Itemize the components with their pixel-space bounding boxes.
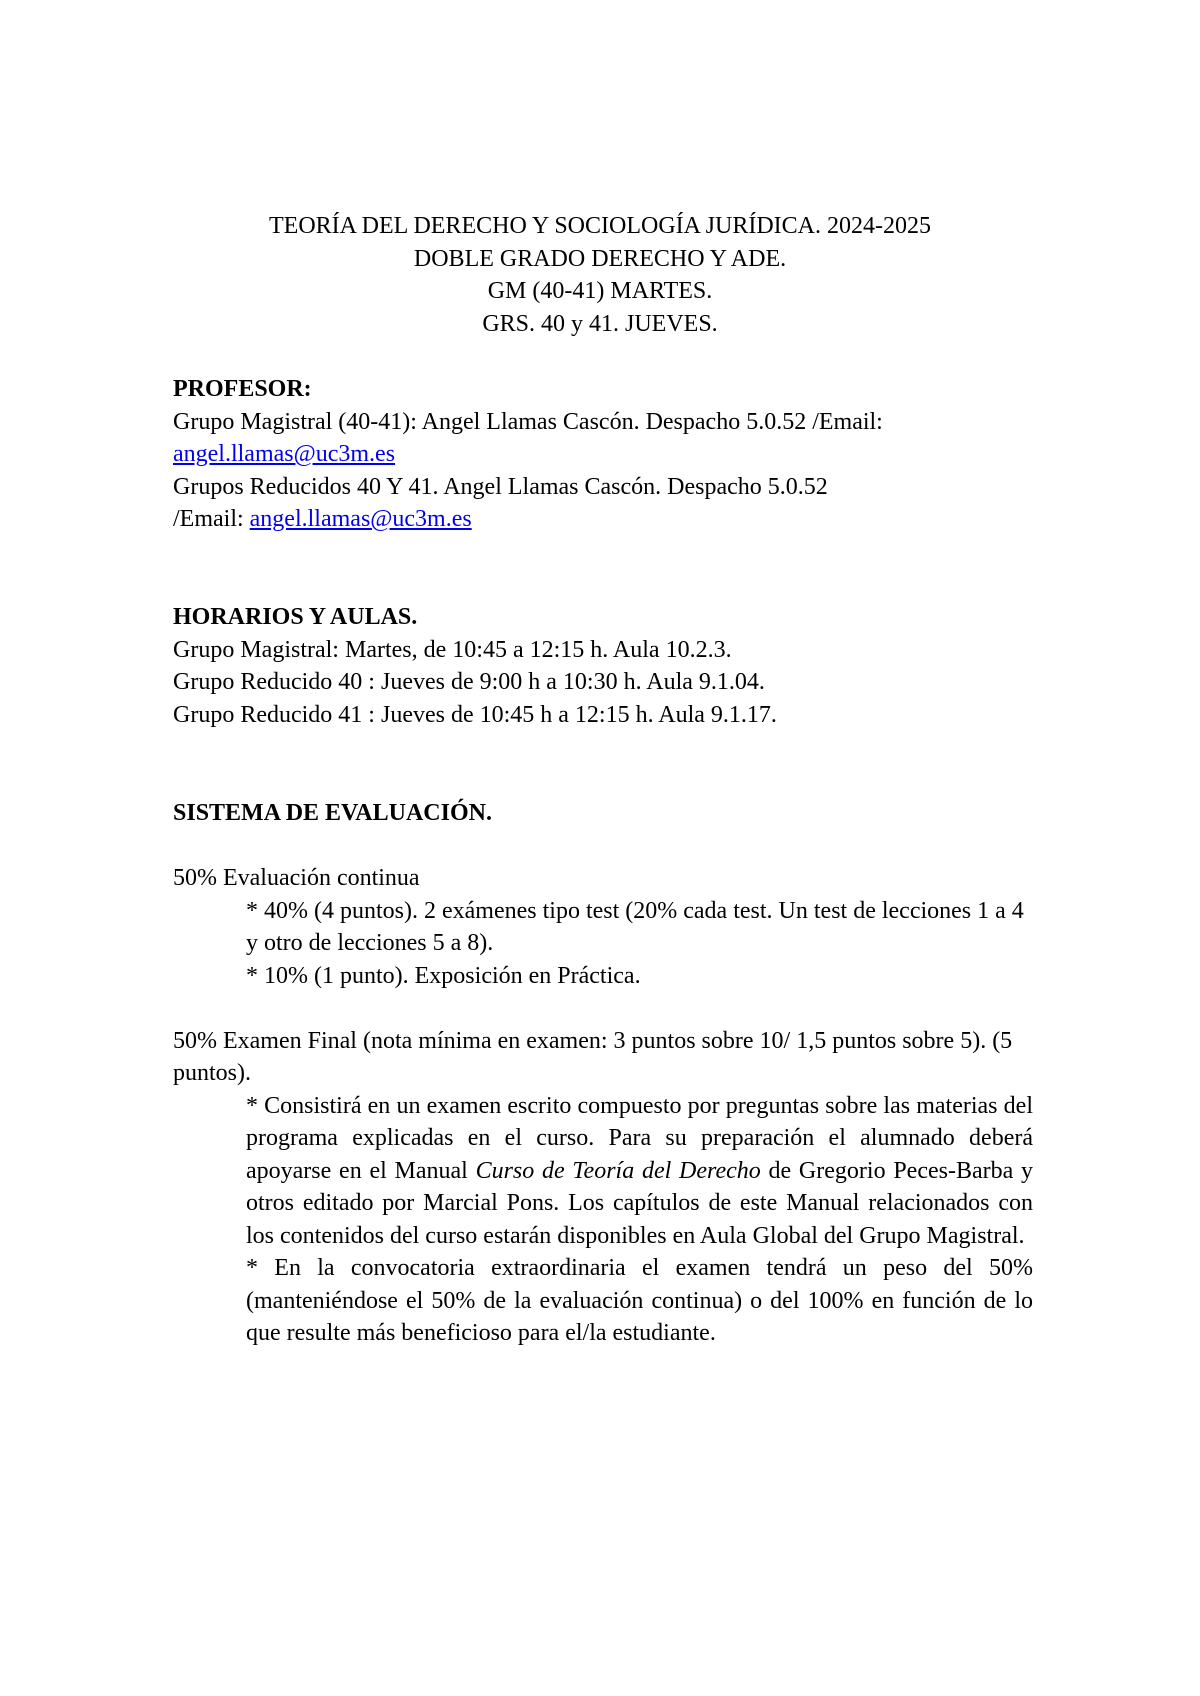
horario-item: Grupo Magistral: Martes, de 10:45 a 12:15 h. Aula 10.2.3. xyxy=(173,636,732,663)
continua-item-tests: * 40% (4 puntos). 2 exámenes tipo test (20% cada test. Un test de lecciones 1 a 4 y otro de lecciones 5 a 8). xyxy=(246,897,1024,956)
final-item-examen-text-a: * Consistirá en un examen escrito compuesto por preguntas sobre las materias del programa explicadas en el curso. Para su preparación el alumnado deberá apoyarse en el Manual xyxy=(246,1092,1033,1184)
profesor-heading: PROFESOR: xyxy=(173,376,312,402)
profesor-gm-email-link[interactable]: angel.llamas@uc3m.es xyxy=(173,441,396,467)
degree-title: DOBLE GRADO DERECHO Y ADE. xyxy=(413,245,787,272)
profesor-gr-text: Grupos Reducidos 40 Y 41. Angel Llamas Cascón. Despacho 5.0.52 xyxy=(173,473,828,500)
final-item-examen-text-b: de Gregorio Peces-Barba y otros editado por Marcial Pons. Los capítulos de este Manual relacionados con los contenidos del curso estarán disponibles en Aula Global del Grupo Magistral. xyxy=(246,1157,1034,1249)
evaluacion-section xyxy=(173,797,1033,1350)
final-item-examen xyxy=(246,1090,1033,1253)
manual-title: Curso de Teoría del Derecho xyxy=(475,1157,761,1184)
horario-item: Grupo Reducido 40 : Jueves de 9:00 h a 10:30 h. Aula 9.1.04. xyxy=(173,669,765,695)
continua-title: 50% Evaluación continua xyxy=(173,865,420,891)
profesor-gm-text: Grupo Magistral (40-41): Angel Llamas Cascón. Despacho 5.0.52 /Email: xyxy=(173,408,883,435)
profesor-gr-email-label: /Email: xyxy=(173,506,250,532)
document-header xyxy=(0,210,1200,340)
horarios-section xyxy=(173,601,1033,731)
group-reduced-day: GRS. 40 y 41. JUEVES. xyxy=(482,310,718,337)
horario-item: Grupo Reducido 41 : Jueves de 10:45 h a 12:15 h. Aula 9.1.17. xyxy=(173,701,777,728)
profesor-gr-email-link[interactable]: angel.llamas@uc3m.es xyxy=(249,506,472,532)
horarios-heading: HORARIOS Y AULAS. xyxy=(173,604,418,630)
final-title: 50% Examen Final (nota mínima en examen: 3 puntos sobre 10/ 1,5 puntos sobre 5). (5 puntos). xyxy=(173,1027,1013,1086)
evaluacion-heading: SISTEMA DE EVALUACIÓN. xyxy=(173,800,492,826)
final-item-extraordinaria: * En la convocatoria extraordinaria el examen tendrá un peso del 50% (manteniéndose el 50% de la evaluación continua) o del 100% en función de lo que resulte más beneficioso para el/la estudiante. xyxy=(246,1255,1033,1346)
profesor-section xyxy=(173,373,1033,536)
continua-item-exposicion: * 10% (1 punto). Exposición en Práctica. xyxy=(246,962,641,989)
course-title: TEORÍA DEL DERECHO Y SOCIOLOGÍA JURÍDICA. 2024-2025 xyxy=(269,213,931,239)
group-magistral-day: GM (40-41) MARTES. xyxy=(487,278,713,304)
